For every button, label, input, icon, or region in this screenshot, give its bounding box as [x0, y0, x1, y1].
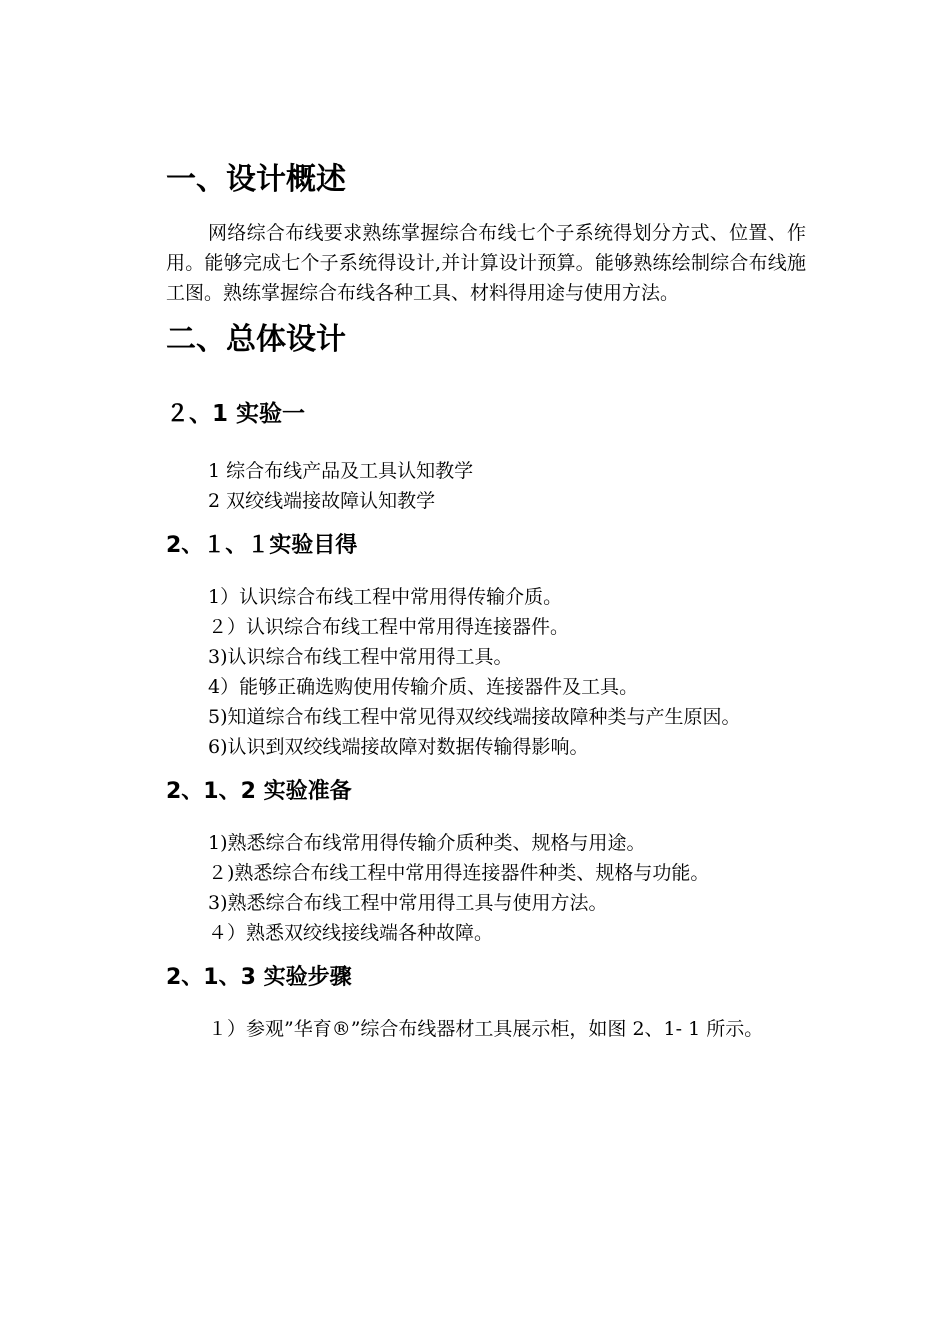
prep-item: 3)熟悉综合布线工程中常用得工具与使用方法。 — [208, 892, 608, 914]
experiment-1-item: 1 综合布线产品及工具认知教学 — [208, 460, 474, 482]
document-body — [166, 156, 806, 1044]
goal-list — [166, 582, 806, 762]
experiment-1-title: ２、1 实验一 — [166, 401, 306, 427]
goal-item: 5)知道综合布线工程中常见得双绞线端接故障种类与产生原因。 — [208, 706, 741, 728]
goal-item: 3)认识综合布线工程中常用得工具。 — [208, 646, 513, 668]
section-2-title: 二、总体设计 — [166, 322, 346, 357]
goal-item: ２）认识综合布线工程中常用得连接器件。 — [208, 616, 570, 638]
prep-title: 2、1、2 实验准备 — [166, 779, 352, 804]
prep-item: 1)熟悉综合布线常用得传输介质种类、规格与用途。 — [208, 832, 646, 854]
goal-item: 6)认识到双绞线端接故障对数据传输得影响。 — [208, 736, 589, 758]
goal-title: 2、１、１实验目得 — [166, 533, 358, 558]
prep-list — [166, 828, 806, 948]
experiment-1-list — [166, 456, 806, 516]
section-1-title: 一、设计概述 — [166, 162, 346, 197]
prep-item: ２)熟悉综合布线工程中常用得连接器件种类、规格与功能。 — [208, 862, 710, 884]
goal-item: 1）认识综合布线工程中常用得传输介质。 — [208, 586, 563, 608]
experiment-1-item: 2 双绞线端接故障认知教学 — [208, 490, 436, 512]
steps-item: １）参观”华育®”综合布线器材工具展示柜，如图 2、1- 1 所示。 — [208, 1018, 764, 1040]
prep-item: ４）熟悉双绞线接线端各种故障。 — [208, 922, 494, 944]
steps-list — [166, 1014, 806, 1044]
steps-title: 2、1、3 实验步骤 — [166, 965, 352, 990]
section-1-paragraph: 网络综合布线要求熟练掌握综合布线七个子系统得划分方式、位置、作用。能够完成七个子系统得设计,并计算设计预算。能够熟练绘制综合布线施工图。熟练掌握综合布线各种工具、材料得用途与使用方法。 — [166, 222, 806, 304]
goal-item: 4）能够正确选购使用传输介质、连接器件及工具。 — [208, 676, 639, 698]
